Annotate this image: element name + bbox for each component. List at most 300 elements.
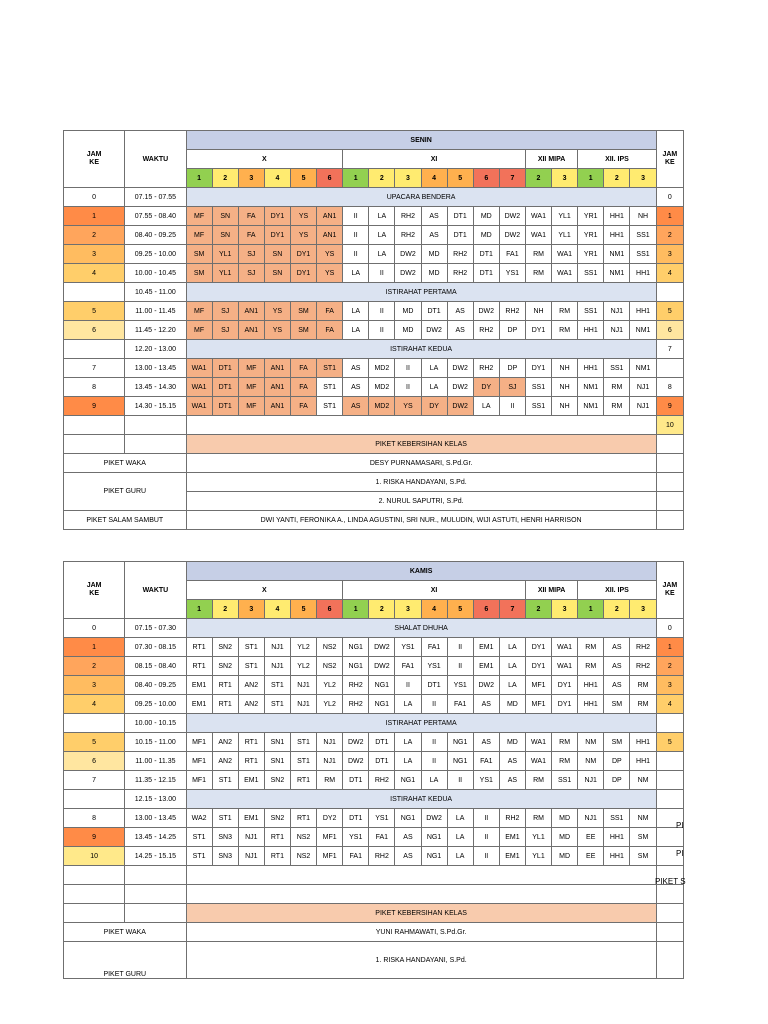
subject-cell: RH2	[499, 809, 525, 828]
jam-ke-cell: 4	[64, 695, 125, 714]
subject-cell: FA	[317, 321, 343, 340]
subject-cell: AN2	[238, 695, 264, 714]
subject-cell: ST1	[264, 695, 290, 714]
jam-ke-cell: 5	[64, 733, 125, 752]
class-number-cell: 5	[447, 169, 473, 188]
subject-cell: RM	[525, 245, 551, 264]
subject-cell: RH2	[447, 264, 473, 283]
subject-cell: YR1	[578, 226, 604, 245]
subject-cell: RH2	[395, 207, 421, 226]
class-number-cell: 3	[238, 600, 264, 619]
subject-cell: NG1	[447, 733, 473, 752]
subject-cell: AN1	[264, 378, 290, 397]
subject-cell: II	[473, 809, 499, 828]
subject-cell: DP	[604, 771, 630, 790]
jam-ke-right	[656, 714, 683, 733]
subject-cell: II	[421, 695, 447, 714]
subject-cell: MF	[186, 321, 212, 340]
empty-cell	[656, 492, 683, 511]
subject-cell: EM1	[473, 657, 499, 676]
subject-cell: DY1	[552, 695, 578, 714]
subject-cell: NG1	[447, 752, 473, 771]
jam-ke-right: 9	[656, 397, 683, 416]
subject-cell: DT1	[212, 397, 238, 416]
subject-cell: FA1	[369, 828, 395, 847]
subject-cell: NJ1	[317, 752, 343, 771]
subject-cell: WA1	[525, 226, 551, 245]
subject-cell: NG1	[369, 695, 395, 714]
empty-cell	[656, 904, 683, 923]
subject-cell: AN1	[238, 321, 264, 340]
class-number-cell: 2	[604, 169, 630, 188]
subject-cell: RM	[552, 321, 578, 340]
class-number-cell: 1	[578, 600, 604, 619]
subject-cell: YS1	[395, 638, 421, 657]
subject-cell: RH2	[447, 245, 473, 264]
jam-ke-cell: 0	[64, 188, 125, 207]
jam-ke-cell: 8	[64, 809, 125, 828]
piket-waka-label: PIKET WAKA	[64, 923, 187, 942]
subject-cell: FA1	[343, 847, 369, 866]
jam-ke-right: 5	[656, 733, 683, 752]
subject-cell: SM	[186, 264, 212, 283]
subject-cell: RH2	[630, 657, 656, 676]
subject-cell: NS2	[317, 638, 343, 657]
subject-cell: YR1	[578, 207, 604, 226]
subject-cell: DW2	[447, 359, 473, 378]
subject-cell: YS1	[421, 657, 447, 676]
subject-cell: YL2	[317, 676, 343, 695]
subject-cell: WA2	[186, 809, 212, 828]
subject-cell: LA	[447, 809, 473, 828]
jam-ke-right: 10	[656, 416, 683, 435]
jam-ke-cell: 4	[64, 264, 125, 283]
subject-cell: AN2	[212, 752, 238, 771]
class-number-cell: 6	[473, 169, 499, 188]
subject-cell: MF1	[317, 847, 343, 866]
subject-cell: DT1	[369, 752, 395, 771]
subject-cell: LA	[447, 847, 473, 866]
subject-cell: SJ	[238, 264, 264, 283]
jam-ke-header	[64, 131, 125, 188]
subject-cell: ST1	[238, 638, 264, 657]
waktu-cell: 10.00 - 10.15	[125, 714, 186, 733]
ke-label: KE	[89, 590, 99, 597]
subject-cell: MF	[238, 397, 264, 416]
break-label: ISTIRAHAT KEDUA	[186, 340, 656, 359]
class-number-cell: 2	[212, 600, 238, 619]
subject-cell: SN1	[264, 733, 290, 752]
empty-cell	[656, 435, 683, 454]
waktu-header: WAKTU	[125, 562, 186, 619]
subject-cell: MD2	[369, 378, 395, 397]
subject-cell: DW2	[369, 657, 395, 676]
subject-cell: NH	[552, 378, 578, 397]
jam-ke-right: 0	[656, 619, 683, 638]
break-label: ISTIRAHAT KEDUA	[186, 790, 656, 809]
jam-label: JAM	[86, 151, 102, 159]
subject-cell: AS	[499, 752, 525, 771]
subject-cell: NH	[552, 397, 578, 416]
class-xii-ips-header: XII. IPS	[578, 150, 657, 169]
subject-cell: WA1	[186, 359, 212, 378]
waktu-cell: 13.45 - 14.25	[125, 828, 186, 847]
subject-cell: DW2	[499, 207, 525, 226]
subject-cell: DY1	[290, 264, 316, 283]
jam-ke-right	[656, 790, 683, 809]
subject-cell: DW2	[343, 733, 369, 752]
subject-cell: NS2	[317, 657, 343, 676]
subject-cell: WA1	[525, 733, 551, 752]
subject-cell: II	[499, 397, 525, 416]
subject-cell: RM	[552, 302, 578, 321]
subject-cell: RM	[604, 397, 630, 416]
subject-cell: MD	[473, 207, 499, 226]
subject-cell: LA	[421, 359, 447, 378]
break-label: ISTIRAHAT PERTAMA	[186, 283, 656, 302]
subject-cell: RH2	[473, 359, 499, 378]
subject-cell: DW2	[395, 245, 421, 264]
subject-cell: SS1	[604, 809, 630, 828]
subject-cell: MD	[552, 847, 578, 866]
subject-cell: RH2	[369, 771, 395, 790]
subject-cell: SJ	[238, 245, 264, 264]
jam-ke-cell	[64, 340, 125, 359]
subject-cell: SS1	[630, 226, 656, 245]
subject-cell: AS	[343, 397, 369, 416]
class-number-cell: 3	[630, 600, 656, 619]
day-header: SENIN	[186, 131, 656, 150]
subject-cell: DT1	[473, 245, 499, 264]
jam-ke-cell: 2	[64, 226, 125, 245]
jam-ke-header	[656, 131, 683, 188]
subject-cell: ST1	[238, 657, 264, 676]
class-xii-ips-header: XII. IPS	[578, 581, 657, 600]
subject-cell: DT1	[421, 302, 447, 321]
jam-ke-right: 7	[656, 340, 683, 359]
subject-cell: LA	[499, 657, 525, 676]
subject-cell: SS1	[578, 302, 604, 321]
subject-cell: DT1	[473, 264, 499, 283]
waktu-header: WAKTU	[125, 131, 186, 188]
empty-cell	[64, 416, 125, 435]
empty-cell	[656, 473, 683, 492]
subject-cell: NH	[630, 207, 656, 226]
subject-cell: SN3	[212, 828, 238, 847]
subject-cell: YS	[264, 302, 290, 321]
waktu-cell: 09.25 - 10.00	[125, 245, 186, 264]
jam-ke-right: 5	[656, 302, 683, 321]
subject-cell: LA	[395, 695, 421, 714]
subject-cell: SM	[630, 847, 656, 866]
subject-cell: YS	[317, 245, 343, 264]
subject-cell: SN3	[212, 847, 238, 866]
subject-cell: MF1	[186, 752, 212, 771]
subject-cell: AS	[473, 695, 499, 714]
subject-cell: SN1	[264, 752, 290, 771]
subject-cell: RH2	[499, 302, 525, 321]
subject-cell: DT1	[447, 226, 473, 245]
subject-cell: II	[395, 676, 421, 695]
waktu-cell: 12.15 - 13.00	[125, 790, 186, 809]
piket-guru-label: PIKET GURU	[64, 473, 187, 511]
subject-cell: FA1	[447, 695, 473, 714]
subject-cell: DY1	[264, 207, 290, 226]
subject-cell: NM1	[604, 245, 630, 264]
jam-ke-right: 4	[656, 695, 683, 714]
subject-cell: SM	[290, 302, 316, 321]
subject-cell: II	[369, 302, 395, 321]
subject-cell: NJ1	[578, 809, 604, 828]
empty-cell	[125, 416, 186, 435]
subject-cell: FA	[238, 207, 264, 226]
class-number-cell: 1	[343, 600, 369, 619]
subject-cell: YL1	[552, 207, 578, 226]
jam-ke-cell: 6	[64, 321, 125, 340]
subject-cell: DW2	[499, 226, 525, 245]
subject-cell: DP	[604, 752, 630, 771]
empty-cell	[125, 435, 186, 454]
subject-cell: YS1	[473, 771, 499, 790]
subject-cell: SM	[186, 245, 212, 264]
subject-cell: FA1	[395, 657, 421, 676]
jam-ke-right: 4	[656, 264, 683, 283]
class-number-cell: 6	[473, 600, 499, 619]
subject-cell: RT1	[212, 676, 238, 695]
jam-ke-cell: 6	[64, 752, 125, 771]
subject-cell: SM	[630, 828, 656, 847]
subject-cell: MF	[238, 378, 264, 397]
piket-waka-name: DESY PURNAMASARI, S.Pd.Gr.	[186, 454, 656, 473]
class-number-cell: 7	[499, 169, 525, 188]
subject-cell: NM1	[578, 397, 604, 416]
subject-cell: SS1	[525, 378, 551, 397]
subject-cell: NJ1	[630, 378, 656, 397]
subject-cell: DW2	[473, 302, 499, 321]
subject-cell: YL2	[290, 657, 316, 676]
subject-cell: RT1	[212, 695, 238, 714]
subject-cell: NG1	[343, 638, 369, 657]
subject-cell: DT1	[369, 733, 395, 752]
class-number-cell: 4	[264, 600, 290, 619]
subject-cell: NJ1	[578, 771, 604, 790]
subject-cell: ST1	[186, 847, 212, 866]
jam-ke-right: 0	[656, 188, 683, 207]
class-xi-header: XI	[343, 150, 526, 169]
jam-ke-right: 2	[656, 226, 683, 245]
subject-cell: FA	[290, 378, 316, 397]
subject-cell: YS	[395, 397, 421, 416]
subject-cell: WA1	[552, 264, 578, 283]
empty-cell	[186, 885, 656, 904]
subject-cell: LA	[343, 321, 369, 340]
subject-cell: SN2	[264, 771, 290, 790]
piket-guru-name: 2. NURUL SAPUTRI, S.Pd.	[186, 492, 656, 511]
subject-cell: NM	[578, 752, 604, 771]
subject-cell: ST1	[290, 733, 316, 752]
subject-cell: II	[421, 733, 447, 752]
subject-cell: LA	[369, 207, 395, 226]
class-number-cell: 2	[369, 600, 395, 619]
subject-cell: RH2	[369, 847, 395, 866]
subject-cell: YL1	[212, 264, 238, 283]
subject-cell: SS1	[578, 264, 604, 283]
waktu-cell: 13.00 - 13.45	[125, 359, 186, 378]
subject-cell: FA1	[421, 638, 447, 657]
subject-cell: DY1	[264, 226, 290, 245]
subject-cell: RT1	[238, 752, 264, 771]
waktu-cell: 07.15 - 07.55	[125, 188, 186, 207]
subject-cell: FA1	[499, 245, 525, 264]
subject-cell: FA	[238, 226, 264, 245]
subject-cell: DY1	[525, 638, 551, 657]
subject-cell: MD2	[369, 359, 395, 378]
subject-cell: AS	[395, 828, 421, 847]
jam-ke-right	[656, 885, 683, 904]
waktu-cell: 09.25 - 10.00	[125, 695, 186, 714]
jam-ke-cell: 2	[64, 657, 125, 676]
empty-cell	[656, 511, 683, 530]
subject-cell: SN2	[212, 657, 238, 676]
waktu-cell: 07.15 - 07.30	[125, 619, 186, 638]
subject-cell: SN	[264, 264, 290, 283]
piket-kebersihan-header: PIKET KEBERSIHAN KELAS	[186, 435, 656, 454]
subject-cell: NH	[552, 359, 578, 378]
subject-cell: HH1	[630, 264, 656, 283]
empty-cell	[64, 904, 125, 923]
subject-cell: MF	[186, 302, 212, 321]
subject-cell: II	[447, 771, 473, 790]
subject-cell: SJ	[212, 302, 238, 321]
waktu-cell: 14.25 - 15.15	[125, 847, 186, 866]
waktu-cell: 08.15 - 08.40	[125, 657, 186, 676]
subject-cell: ST1	[186, 828, 212, 847]
subject-cell: RH2	[343, 695, 369, 714]
subject-cell: NG1	[421, 847, 447, 866]
subject-cell: DW2	[343, 752, 369, 771]
jam-ke-right	[656, 359, 683, 378]
subject-cell: FA	[290, 359, 316, 378]
subject-cell: RH2	[395, 226, 421, 245]
subject-cell: MF1	[525, 676, 551, 695]
subject-cell: AN1	[238, 302, 264, 321]
jam-ke-cell: 9	[64, 397, 125, 416]
subject-cell: LA	[369, 245, 395, 264]
subject-cell: ST1	[317, 397, 343, 416]
subject-cell: RM	[630, 676, 656, 695]
subject-cell: DT1	[343, 771, 369, 790]
subject-cell: SJ	[212, 321, 238, 340]
subject-cell: YS1	[447, 676, 473, 695]
empty-cell	[656, 454, 683, 473]
subject-cell: MD	[421, 245, 447, 264]
waktu-cell: 13.00 - 13.45	[125, 809, 186, 828]
subject-cell: DT1	[212, 378, 238, 397]
subject-cell: II	[369, 321, 395, 340]
empty-cell	[64, 885, 125, 904]
subject-cell: NJ1	[290, 676, 316, 695]
jam-ke-right	[656, 828, 683, 847]
waktu-cell: 10.00 - 10.45	[125, 264, 186, 283]
class-number-cell: 1	[343, 169, 369, 188]
subject-cell: NH	[525, 302, 551, 321]
subject-cell: MF	[186, 207, 212, 226]
subject-cell: YS	[290, 207, 316, 226]
subject-cell: EM1	[186, 676, 212, 695]
jam-ke-cell: 1	[64, 638, 125, 657]
piket-guru-name: 1. RISKA HANDAYANI, S.Pd.	[186, 942, 656, 979]
jam-ke-right: 1	[656, 207, 683, 226]
subject-cell: NS2	[290, 828, 316, 847]
class-number-cell: 5	[447, 600, 473, 619]
subject-cell: RM	[578, 638, 604, 657]
subject-cell: SN	[212, 226, 238, 245]
class-number-cell: 3	[630, 169, 656, 188]
subject-cell: SN2	[264, 809, 290, 828]
subject-cell: YL2	[317, 695, 343, 714]
subject-cell: NM1	[630, 359, 656, 378]
subject-cell: NM1	[604, 264, 630, 283]
subject-cell: ST1	[317, 359, 343, 378]
subject-cell: NJ1	[238, 828, 264, 847]
subject-cell: NJ1	[264, 657, 290, 676]
waktu-cell: 13.45 - 14.30	[125, 378, 186, 397]
subject-cell: RM	[525, 264, 551, 283]
empty-cell	[186, 866, 656, 885]
subject-cell: AN2	[238, 676, 264, 695]
subject-cell: DY	[473, 378, 499, 397]
subject-cell: RT1	[186, 638, 212, 657]
subject-cell: MF1	[186, 771, 212, 790]
subject-cell: DT1	[421, 676, 447, 695]
class-number-cell: 4	[264, 169, 290, 188]
subject-cell: SJ	[499, 378, 525, 397]
class-number-cell: 2	[212, 169, 238, 188]
subject-cell: ST1	[317, 378, 343, 397]
jam-ke-right	[656, 771, 683, 790]
subject-cell: NJ1	[317, 733, 343, 752]
subject-cell: HH1	[630, 733, 656, 752]
subject-cell: MD	[473, 226, 499, 245]
subject-cell: FA	[290, 397, 316, 416]
subject-cell: MD	[421, 264, 447, 283]
subject-cell: MD	[499, 695, 525, 714]
empty-cell	[186, 416, 656, 435]
subject-cell: SN2	[212, 638, 238, 657]
subject-cell: WA1	[186, 378, 212, 397]
jam-label: JAM	[662, 582, 678, 590]
subject-cell: MF	[186, 226, 212, 245]
subject-cell: YL1	[212, 245, 238, 264]
subject-cell: YS	[264, 321, 290, 340]
class-number-cell: 2	[369, 169, 395, 188]
subject-cell: AS	[447, 302, 473, 321]
waktu-cell: 14.30 - 15.15	[125, 397, 186, 416]
break-label: ISTIRAHAT PERTAMA	[186, 714, 656, 733]
subject-cell: LA	[421, 771, 447, 790]
subject-cell: RM	[578, 657, 604, 676]
class-number-cell: 2	[525, 600, 551, 619]
empty-cell	[125, 885, 186, 904]
subject-cell: NJ1	[604, 302, 630, 321]
subject-cell: NG1	[369, 676, 395, 695]
subject-cell: ST1	[264, 676, 290, 695]
subject-cell: MF1	[317, 828, 343, 847]
subject-cell: FA	[317, 302, 343, 321]
empty-cell	[64, 435, 125, 454]
subject-cell: NM	[630, 809, 656, 828]
subject-cell: II	[343, 207, 369, 226]
